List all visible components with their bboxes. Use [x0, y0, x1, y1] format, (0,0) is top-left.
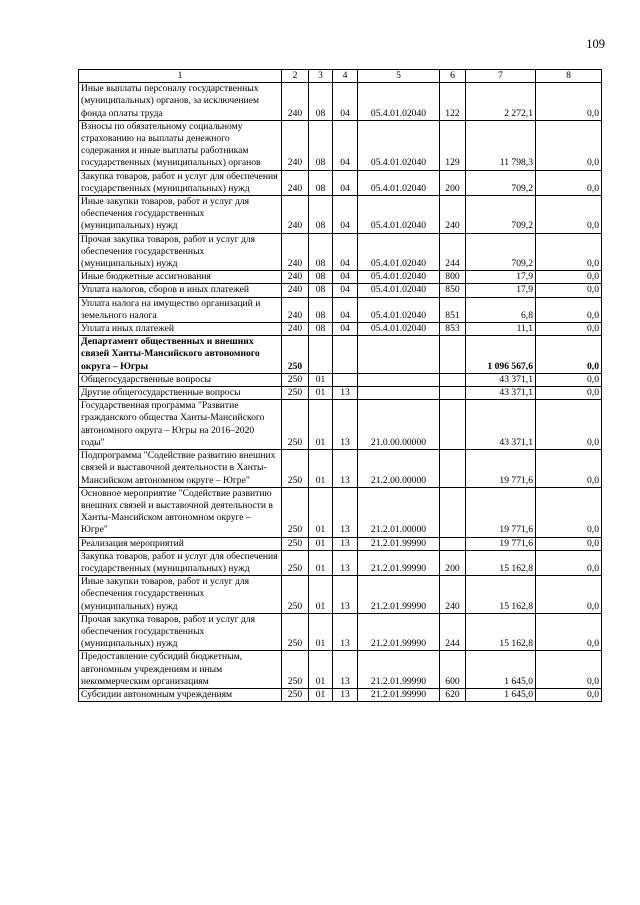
table-body	[79, 83, 602, 702]
cell-admin-code: 250	[282, 688, 309, 701]
cell-admin-code: 240	[282, 83, 309, 121]
cell-name: Уплата иных платежей	[79, 323, 282, 336]
table-row	[79, 323, 602, 336]
cell-expense-type: 853	[440, 323, 466, 336]
cell-amount-2: 0,0	[536, 336, 602, 374]
cell-subsection: 13	[333, 387, 358, 400]
table-row	[79, 613, 602, 651]
cell-subsection: 13	[333, 550, 358, 575]
cell-section	[309, 336, 333, 374]
cell-amount: 2 272,1	[466, 83, 536, 121]
cell-admin-code: 240	[282, 233, 309, 271]
cell-name: Основное мероприятие "Содействие развитию внешних связей и выставочной деятельности в Ханты-Мансийском автономном округе – Югре"	[79, 487, 282, 537]
cell-name: Иные закупки товаров, работ и услуг для обеспечения государственных (муниципальных) нужд	[79, 196, 282, 234]
cell-expense-type: 244	[440, 613, 466, 651]
cell-amount-2: 0,0	[536, 323, 602, 336]
header-col-6: 6	[440, 70, 466, 83]
cell-amount: 19 771,6	[466, 537, 536, 550]
cell-subsection: 13	[333, 613, 358, 651]
header-col-1: 1	[79, 70, 282, 83]
cell-admin-code: 240	[282, 271, 309, 284]
cell-name: Уплата налога на имущество организаций и земельного налога	[79, 297, 282, 322]
cell-amount: 17,9	[466, 284, 536, 297]
cell-subsection: 13	[333, 400, 358, 450]
cell-target-article	[358, 336, 440, 374]
table-row	[79, 233, 602, 271]
cell-expense-type: 129	[440, 120, 466, 170]
cell-section: 01	[309, 400, 333, 450]
cell-expense-type: 850	[440, 284, 466, 297]
cell-target-article: 21.2.01.99990	[358, 613, 440, 651]
cell-expense-type: 200	[440, 550, 466, 575]
cell-name: Закупка товаров, работ и услуг для обеспечения государственных (муниципальных) нужд	[79, 550, 282, 575]
cell-subsection: 04	[333, 83, 358, 121]
cell-amount-2: 0,0	[536, 550, 602, 575]
cell-section: 01	[309, 613, 333, 651]
cell-amount-2: 0,0	[536, 284, 602, 297]
cell-section: 08	[309, 297, 333, 322]
cell-amount: 17,9	[466, 271, 536, 284]
cell-expense-type: 240	[440, 196, 466, 234]
table-row	[79, 576, 602, 614]
header-col-2: 2	[282, 70, 309, 83]
cell-admin-code: 250	[282, 576, 309, 614]
table-row	[79, 651, 602, 689]
table-row	[79, 170, 602, 195]
cell-subsection: 13	[333, 537, 358, 550]
cell-target-article: 05.4.01.02040	[358, 196, 440, 234]
cell-admin-code: 250	[282, 651, 309, 689]
cell-name: Предоставление субсидий бюджетным, автономным учреждениям и иным некоммерческим организациям	[79, 651, 282, 689]
cell-expense-type	[440, 373, 466, 386]
cell-target-article: 05.4.01.02040	[358, 233, 440, 271]
cell-name: Общегосударственные вопросы	[79, 373, 282, 386]
cell-expense-type	[440, 487, 466, 537]
cell-admin-code: 250	[282, 613, 309, 651]
cell-section: 01	[309, 537, 333, 550]
cell-amount: 6,8	[466, 297, 536, 322]
cell-admin-code: 250	[282, 400, 309, 450]
cell-amount: 709,2	[466, 170, 536, 195]
cell-target-article: 05.4.01.02040	[358, 297, 440, 322]
header-col-4: 4	[333, 70, 358, 83]
cell-target-article: 05.4.01.02040	[358, 323, 440, 336]
cell-admin-code: 250	[282, 487, 309, 537]
cell-expense-type	[440, 537, 466, 550]
cell-target-article	[358, 387, 440, 400]
cell-amount: 19 771,6	[466, 450, 536, 488]
table-row	[79, 450, 602, 488]
cell-section: 01	[309, 487, 333, 537]
cell-amount: 709,2	[466, 233, 536, 271]
cell-amount-2: 0,0	[536, 373, 602, 386]
cell-target-article: 21.2.01.99990	[358, 651, 440, 689]
cell-subsection: 04	[333, 233, 358, 271]
cell-admin-code: 240	[282, 323, 309, 336]
cell-amount: 709,2	[466, 196, 536, 234]
table-row	[79, 120, 602, 170]
table-row	[79, 688, 602, 701]
cell-amount: 1 096 567,6	[466, 336, 536, 374]
header-col-7: 7	[466, 70, 536, 83]
cell-amount-2: 0,0	[536, 450, 602, 488]
cell-name: Уплата налогов, сборов и иных платежей	[79, 284, 282, 297]
cell-admin-code: 240	[282, 297, 309, 322]
cell-target-article: 05.4.01.02040	[358, 120, 440, 170]
table-row	[79, 487, 602, 537]
cell-subsection: 13	[333, 651, 358, 689]
cell-target-article: 21.2.00.00000	[358, 450, 440, 488]
cell-expense-type: 620	[440, 688, 466, 701]
table-row	[79, 297, 602, 322]
cell-admin-code: 250	[282, 550, 309, 575]
cell-name: Реализация мероприятий	[79, 537, 282, 550]
cell-expense-type: 122	[440, 83, 466, 121]
cell-amount: 11 798,3	[466, 120, 536, 170]
cell-section: 08	[309, 170, 333, 195]
cell-amount: 43 371,1	[466, 387, 536, 400]
cell-expense-type: 244	[440, 233, 466, 271]
cell-name: Прочая закупка товаров, работ и услуг для обеспечения государственных (муниципальных) нужд	[79, 613, 282, 651]
cell-target-article: 21.2.01.00000	[358, 487, 440, 537]
cell-amount-2: 0,0	[536, 613, 602, 651]
cell-amount: 15 162,8	[466, 550, 536, 575]
cell-amount: 1 645,0	[466, 688, 536, 701]
cell-section: 01	[309, 688, 333, 701]
cell-subsection: 13	[333, 576, 358, 614]
cell-target-article: 21.2.01.99990	[358, 688, 440, 701]
cell-target-article: 05.4.01.02040	[358, 284, 440, 297]
cell-section: 08	[309, 83, 333, 121]
cell-subsection: 04	[333, 196, 358, 234]
table-row	[79, 284, 602, 297]
cell-amount: 1 645,0	[466, 651, 536, 689]
cell-expense-type: 200	[440, 170, 466, 195]
cell-subsection: 13	[333, 487, 358, 537]
cell-name: Прочая закупка товаров, работ и услуг для обеспечения государственных (муниципальных) нужд	[79, 233, 282, 271]
header-row	[79, 70, 602, 83]
cell-expense-type: 851	[440, 297, 466, 322]
table-row	[79, 373, 602, 386]
cell-name: Иные бюджетные ассигнования	[79, 271, 282, 284]
cell-section: 01	[309, 450, 333, 488]
cell-target-article: 21.0.00.00000	[358, 400, 440, 450]
cell-name: Другие общегосударственные вопросы	[79, 387, 282, 400]
table-row	[79, 271, 602, 284]
cell-section: 01	[309, 387, 333, 400]
cell-admin-code: 250	[282, 450, 309, 488]
cell-amount: 15 162,8	[466, 613, 536, 651]
cell-admin-code: 250	[282, 336, 309, 374]
cell-amount-2: 0,0	[536, 387, 602, 400]
cell-name: Подпрограмма "Содействие развитию внешних связей и выставочной деятельности в Ханты-Мансийском автономном округе – Югре"	[79, 450, 282, 488]
cell-admin-code: 240	[282, 120, 309, 170]
cell-target-article: 05.4.01.02040	[358, 271, 440, 284]
table-row	[79, 387, 602, 400]
header-col-8: 8	[536, 70, 602, 83]
cell-target-article: 05.4.01.02040	[358, 170, 440, 195]
cell-section: 01	[309, 576, 333, 614]
cell-admin-code: 250	[282, 387, 309, 400]
cell-subsection: 04	[333, 297, 358, 322]
table-row	[79, 196, 602, 234]
table-row	[79, 537, 602, 550]
cell-amount-2: 0,0	[536, 688, 602, 701]
cell-section: 08	[309, 120, 333, 170]
header-col-5: 5	[358, 70, 440, 83]
cell-admin-code: 250	[282, 537, 309, 550]
cell-expense-type	[440, 450, 466, 488]
cell-amount: 15 162,8	[466, 576, 536, 614]
cell-admin-code: 240	[282, 170, 309, 195]
cell-section: 08	[309, 323, 333, 336]
cell-amount: 19 771,6	[466, 487, 536, 537]
cell-amount: 43 371,1	[466, 400, 536, 450]
cell-expense-type: 240	[440, 576, 466, 614]
table-row	[79, 83, 602, 121]
cell-expense-type: 800	[440, 271, 466, 284]
table-row	[79, 550, 602, 575]
cell-subsection: 04	[333, 323, 358, 336]
cell-section: 01	[309, 550, 333, 575]
cell-section: 08	[309, 284, 333, 297]
cell-amount-2: 0,0	[536, 487, 602, 537]
cell-amount-2: 0,0	[536, 537, 602, 550]
cell-target-article: 05.4.01.02040	[358, 83, 440, 121]
table-row	[79, 400, 602, 450]
cell-name: Иные закупки товаров, работ и услуг для обеспечения государственных (муниципальных) нужд	[79, 576, 282, 614]
cell-name: Иные выплаты персоналу государственных (муниципальных) органов, за исключением фонда оплаты труда	[79, 83, 282, 121]
cell-name: Субсидии автономным учреждениям	[79, 688, 282, 701]
cell-target-article: 21.2.01.99990	[358, 550, 440, 575]
cell-name: Закупка товаров, работ и услуг для обеспечения государственных (муниципальных) нужд	[79, 170, 282, 195]
cell-target-article: 21.2.01.99990	[358, 576, 440, 614]
header-col-3: 3	[309, 70, 333, 83]
cell-section: 01	[309, 651, 333, 689]
cell-expense-type: 600	[440, 651, 466, 689]
cell-subsection: 04	[333, 284, 358, 297]
cell-amount-2: 0,0	[536, 271, 602, 284]
cell-amount-2: 0,0	[536, 170, 602, 195]
cell-section: 08	[309, 271, 333, 284]
cell-amount-2: 0,0	[536, 576, 602, 614]
cell-subsection: 04	[333, 120, 358, 170]
cell-admin-code: 240	[282, 284, 309, 297]
cell-name: Государственная программа "Развитие гражданского общества Ханты-Мансийского автономного округа – Югры на 2016–2020 годы"	[79, 400, 282, 450]
cell-subsection	[333, 373, 358, 386]
cell-name: Взносы по обязательному социальному страхованию на выплаты денежного содержания и иные выплаты работникам государственных (муниципальных) органов	[79, 120, 282, 170]
cell-amount-2: 0,0	[536, 196, 602, 234]
cell-section: 01	[309, 373, 333, 386]
cell-admin-code: 250	[282, 373, 309, 386]
cell-amount: 11,1	[466, 323, 536, 336]
cell-target-article: 21.2.01.99990	[358, 537, 440, 550]
cell-amount-2: 0,0	[536, 651, 602, 689]
page-number: 109	[586, 37, 605, 51]
cell-amount-2: 0,0	[536, 120, 602, 170]
cell-amount-2: 0,0	[536, 297, 602, 322]
cell-subsection	[333, 336, 358, 374]
cell-expense-type	[440, 336, 466, 374]
cell-amount-2: 0,0	[536, 400, 602, 450]
cell-expense-type	[440, 387, 466, 400]
cell-subsection: 04	[333, 271, 358, 284]
cell-target-article	[358, 373, 440, 386]
cell-admin-code: 240	[282, 196, 309, 234]
cell-name: Департамент общественных и внешних связей Ханты-Мансийского автономного округа – Югры	[79, 336, 282, 374]
cell-amount-2: 0,0	[536, 83, 602, 121]
cell-amount: 43 371,1	[466, 373, 536, 386]
cell-expense-type	[440, 400, 466, 450]
table-row	[79, 336, 602, 374]
cell-subsection: 04	[333, 170, 358, 195]
budget-table	[78, 69, 602, 702]
cell-section: 08	[309, 196, 333, 234]
cell-subsection: 13	[333, 450, 358, 488]
cell-amount-2: 0,0	[536, 233, 602, 271]
cell-section: 08	[309, 233, 333, 271]
cell-subsection: 13	[333, 688, 358, 701]
